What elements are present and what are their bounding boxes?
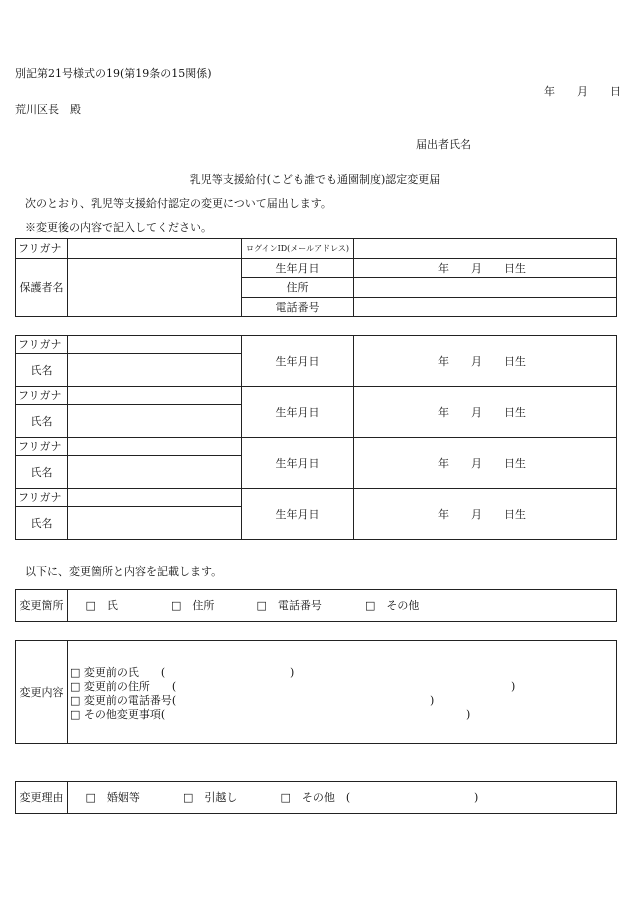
date-label: 年 月 日 (544, 85, 621, 98)
guardian-furigana-label: フリガナ (16, 239, 68, 259)
recipient: 荒川区長 殿 (15, 103, 81, 116)
applicant-name-label: 届出者氏名 (416, 138, 471, 151)
child-furigana-label: フリガナ (16, 489, 68, 507)
note-text: ※変更後の内容で記入してください。 (25, 221, 212, 234)
child-name-field[interactable] (68, 354, 242, 387)
checkbox-phone[interactable]: □ 電話番号 (256, 599, 322, 612)
child-name-label: 氏名 (16, 507, 68, 540)
child-birth-value: 年 月 日生 (438, 405, 526, 419)
change-content-table (15, 640, 617, 744)
guardian-address-field[interactable] (354, 278, 617, 298)
checkbox-address[interactable]: □ 住所 (171, 599, 215, 612)
children-table (15, 335, 617, 540)
child-birth-field[interactable] (354, 387, 617, 438)
change-reason-options (68, 782, 617, 814)
child-furigana-field[interactable] (68, 438, 242, 456)
child-birth-value: 年 月 日生 (438, 456, 526, 470)
child-birth-label: 生年月日 (242, 438, 354, 489)
login-id-field[interactable] (354, 239, 617, 259)
guardian-birth-label: 生年月日 (242, 259, 354, 278)
child-furigana-label: フリガナ (16, 387, 68, 405)
checkbox-other[interactable]: □ その他 (365, 599, 420, 612)
checkbox-prev-address[interactable]: □ 変更前の住所 ( (70, 680, 177, 693)
child-furigana-label: フリガナ (16, 336, 68, 354)
form-number: 別記第21号様式の19(第19条の15関係) (15, 67, 212, 80)
child-row (16, 387, 617, 405)
child-row (16, 438, 617, 456)
change-location-label: 変更箇所 (16, 590, 68, 622)
child-furigana-field[interactable] (68, 336, 242, 354)
child-name-field[interactable] (68, 405, 242, 438)
child-name-field[interactable] (68, 456, 242, 489)
guardian-name-field[interactable] (68, 259, 242, 317)
child-birth-value: 年 月 日生 (438, 507, 526, 521)
guardian-phone-label: 電話番号 (242, 298, 354, 317)
child-row (16, 336, 617, 354)
guardian-address-label: 住所 (242, 278, 354, 298)
child-birth-label: 生年月日 (242, 489, 354, 540)
change-reason-table (15, 781, 617, 814)
child-name-label: 氏名 (16, 456, 68, 489)
child-furigana-label: フリガナ (16, 438, 68, 456)
paren-close: ) (474, 791, 479, 804)
guardian-furigana-field[interactable] (68, 239, 242, 259)
checkbox-surname[interactable]: □ 氏 (85, 599, 118, 612)
paren-close: ) (466, 708, 471, 721)
child-row (16, 489, 617, 507)
change-location-table (15, 589, 617, 622)
paren-close: ) (290, 666, 295, 679)
child-birth-label: 生年月日 (242, 336, 354, 387)
child-birth-value: 年 月 日生 (438, 354, 526, 368)
child-name-label: 氏名 (16, 405, 68, 438)
child-name-label: 氏名 (16, 354, 68, 387)
checkbox-other-change[interactable]: □ その他変更事項( (70, 708, 166, 721)
child-birth-field[interactable] (354, 336, 617, 387)
change-location-options (68, 590, 617, 622)
child-furigana-field[interactable] (68, 387, 242, 405)
change-reason-label: 変更理由 (16, 782, 68, 814)
guardian-phone-field[interactable] (354, 298, 617, 317)
child-name-field[interactable] (68, 507, 242, 540)
change-content-label: 変更内容 (16, 641, 68, 744)
page-title: 乳児等支援給付(こども誰でも通園制度)認定変更届 (189, 173, 441, 186)
checkbox-moving[interactable]: □ 引越し (183, 791, 238, 804)
paren-close: ) (430, 694, 435, 707)
guardian-birth-field[interactable] (354, 259, 617, 278)
child-birth-field[interactable] (354, 438, 617, 489)
login-id-label: ログインID(メールアドレス) (242, 239, 354, 259)
intro-text: 次のとおり、乳児等支援給付認定の変更について届出します。 (25, 197, 332, 210)
child-birth-label: 生年月日 (242, 387, 354, 438)
guardian-name-label: 保護者名 (16, 259, 68, 317)
child-furigana-field[interactable] (68, 489, 242, 507)
checkbox-prev-surname[interactable]: □ 変更前の氏 ( (70, 666, 166, 679)
change-content-field (68, 641, 617, 744)
paren-close: ) (511, 680, 516, 693)
checkbox-marriage[interactable]: □ 婚姻等 (85, 791, 140, 804)
checkbox-reason-other[interactable]: □ その他 ( (280, 791, 351, 804)
child-birth-field[interactable] (354, 489, 617, 540)
guardian-table (15, 238, 617, 317)
checkbox-prev-phone[interactable]: □ 変更前の電話番号( (70, 694, 177, 707)
guardian-birth-value: 年 月 日生 (438, 261, 526, 275)
change-intro-text: 以下に、変更箇所と内容を記載します。 (25, 565, 223, 578)
